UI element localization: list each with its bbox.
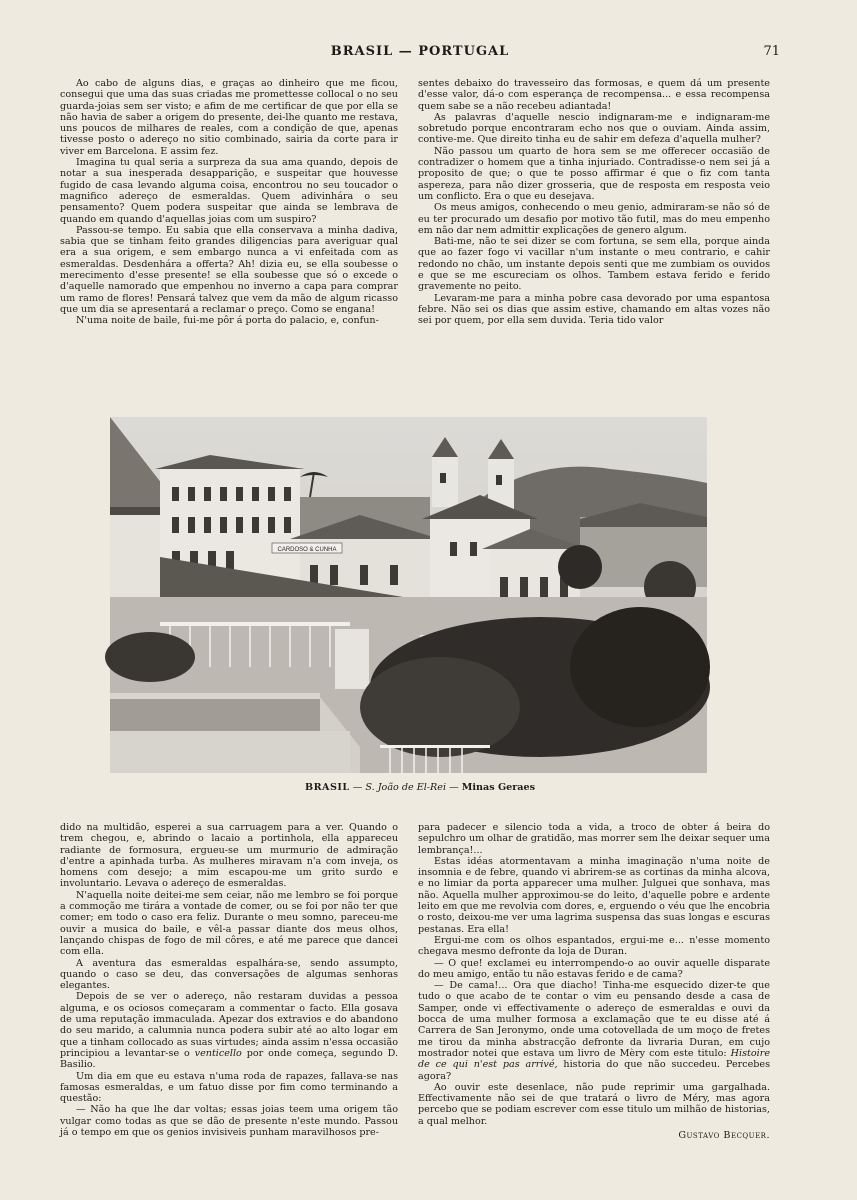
paragraph: N'aquella noite deitei-me sem ceiar, não me lembro se foi porque a commoção me tirára a vontade de comer, ou se foi por não ter que comer; em todo o caso era feliz. Durante o meu somno, pareceu-me ouvir a musica do baile, e vêl-a passar diante dos meus olhos, lançando chispas de fogo de mil côres, e até me parece que dancei com ella. bbox=[60, 889, 398, 958]
photo-caption bbox=[60, 782, 780, 793]
paragraph: Levaram-me para a minha pobre casa devorado por uma espantosa febre. Não sei os dias que assim estive, chamando em altas vozes não sei por quem, por ella sem duvida. Teria tido valor bbox=[418, 292, 770, 327]
town-photograph bbox=[110, 417, 707, 773]
running-title: BRASIL — PORTUGAL bbox=[330, 44, 510, 59]
paragraph: — Não ha que lhe dar voltas; essas joias teem uma origem tão vulgar como todas as que se dão de presente n'este mundo. Passou já o tempo em que os genios invisiveis punham maravilhosos pre- bbox=[60, 1104, 398, 1139]
caption-place: S. João de El-Rei bbox=[365, 782, 447, 793]
paragraph: Imagina tu qual seria a surpreza da sua ama quando, depois de notar a sua inesperada desapparição, e suspeitar que houvesse fugido de casa levando alguma coisa, encontrou no seu toucador o magnifico adereço de esmeraldas. Quem adivinhára o seu pensamento? Quem podera suspeitar que ainda se lembrava de quando em quando d'aquellas joias com um suspiro? bbox=[60, 157, 398, 225]
text-run: — De cama!... Ora que diacho! Tinha-me esquecido dizer-te que tudo o que acabo de te contar o vim eu pensando desde a casa de Samper, onde vi effectivamente o adereço de esmeraldas e ouvi da bocca de uma mulher formosa a exclamação que te eu disse até á Carrera de San Jeronymo, onde uma cotovellada de um moço de fretes me tirou da minha abstracção defronte da livraria Duran, em cujo mostrador notei que estava um livro de Mèry com este titulo: bbox=[418, 980, 770, 1059]
paragraph: para padecer e silencio toda a vida, a troco de obter á beira do sepulchro um olhar de gratidão, mas morrer sem lhe deixar sequer uma lembrança!... bbox=[418, 822, 770, 856]
paragraph: N'uma noite de baile, fui-me pôr á porta do palacio, e, confun- bbox=[76, 315, 379, 327]
paragraph: Estas idéas atormentavam a minha imaginação n'uma noite de insomnia e de febre, quando vi abrirem-se as cortinas da minha alcova, e no limiar da porta apparecer uma mulher. Julguei que sonhava, mas não. Aquella mulher approximou-se do leito, d'aquelle pobre e ardente leito em que me revolvia com dores, e, erguendo o véu que lhe encobria o rosto, deixou-me ver uma lagrima suspensa das suas longas e escuras pestanas. Era ella! bbox=[418, 855, 770, 935]
page-number: 71 bbox=[763, 44, 780, 59]
paragraph: Ao cabo de alguns dias, e graças ao dinheiro que me ficou, consegui que uma das suas criadas me promettesse collocal o no seu guarda-joias sem ser visto; e afim de me certificar de que por ella se não havia de saber a origem do presente, dei-lhe quanto me restava, uns poucos de milhares de reales, com a condição de que, apenas tivesse posto o adereço no sitio combinado, sairia da corte para ir viver em Barcelona. E assim fez. bbox=[60, 78, 398, 157]
paragraph: dido na multidão, esperei a sua carruagem para a ver. Quando o trem chegou, e, abrindo o lacaio a portinhola, ella appareceu radiante de formosura, ergueu-se um murmurio de admiração d'entre a apinhada turba. As mulheres miravam n'a com inveja, os homens com desejo; a mim escapou-me um grito surdo e involuntario. Levava o adereço de esmeraldas. bbox=[60, 822, 398, 890]
paragraph: A aventura das esmeraldas espalhára-se, sendo assumpto, quando o caso se deu, das conversações de algumas senhoras elegantes. bbox=[60, 957, 398, 992]
column-top-right bbox=[418, 78, 770, 334]
paragraph: sentes debaixo do travesseiro das formosas, e quem dá um presente d'esse valor, dá-o com esperança de recompensa... e essa recompensa quem sabe se a não recebeu adiantada! bbox=[418, 78, 770, 112]
paragraph: Os meus amigos, conhecendo o meu genio, admiraram-se não só de eu ter procurado um desafio por motivo tão futil, mas do meu empenho em não dar nem admittir explicações de genero algum. bbox=[418, 202, 770, 236]
book-title: Histoire de ce qui n'est pas arrivé, bbox=[418, 1047, 770, 1071]
paragraph: Bati-me, não te sei dizer se com fortuna, se sem ella, porque ainda que ao fazer fogo vi vacillar n'um instante o meu contrario, e cahir redondo no chão, um instante depois senti que me zumbiam os ouvidos e que se me escureciam os olhos. Tambem estava ferido e ferido gravemente no peito. bbox=[418, 236, 770, 293]
paragraph: Passou-se tempo. Eu sabia que ella conservava a minha dadiva, sabia que se tinham feito grandes diligencias para averiguar qual era a sua origem, e sem embargo nunca a vi enfeitada com as esmeraldas. Desdenhára a offerta? Ah! dizia eu, se ella soubesse o merecimento d'esse presente! se ella soubesse que só o excede o d'aquelle namorado que empenhou no inverno a capa para comprar um ramo de flores! Pensará talvez que vem da mão de algum ricasso que um dia se apresentará a reclamar o preço. Como se engana! bbox=[60, 224, 398, 315]
paragraph: Ao ouvir este desenlace, não pude reprimir uma gargalhada. Effectivamente não sei de que tratará o livro de Méry, mas agora percebo que se podiam escrever com esse titulo um milhão de historias, a qual melhor. bbox=[418, 1081, 770, 1127]
paragraph: Não passou um quarto de hora sem se me offerecer occasião de contradizer o homem que a tinha injuriado. Contradisse-o nem sei já a proposito de que; o que te posso affirmar é que o fiz com tanta aspereza, para não dizer grosseria, que de resposta em resposta veio um conflicto. Era o que eu desejava. bbox=[418, 145, 770, 202]
paragraph bbox=[60, 991, 398, 1070]
column-bottom-right bbox=[418, 822, 770, 1142]
italic-word: venticello bbox=[194, 1047, 242, 1059]
shop-sign: CARDOSO & CUNHA bbox=[277, 547, 337, 553]
text-run: por onde começa, segundo D. Basilio. bbox=[60, 1047, 398, 1071]
text-run: historia do que não succedeu. Percebes agora? bbox=[418, 1059, 770, 1082]
caption-country: BRASIL bbox=[304, 782, 350, 793]
author-signature: Gustavo Becquer. bbox=[678, 1130, 770, 1142]
paragraph: As palavras d'aquelle nescio indignaram-me e indignaram-me sobretudo porque encontraram echo nos que o ouviam. Ainda assim, contive-me. Que direito tinha eu de sahir em defeza d'aquella mulher? bbox=[418, 111, 770, 146]
text-run: Depois de se ver o adereço, não restaram duvidas a pessoa alguma, e os ociosos começaram a commentar o facto. Ella gosava de uma reputação immaculada. Apezar dos extravios e do abandono do seu marido, a calumnia nunca podera subir até ao alto logar em que a tinham collocado as suas virtudes; ainda assim n'essa occasião principiou a levantar-se o bbox=[60, 991, 398, 1059]
column-bottom-left bbox=[60, 822, 398, 1139]
paragraph: Um dia em que eu estava n'uma roda de rapazes, fallava-se nas famosas esmeraldas, e um fatuo disse por fim como terminando a questão: bbox=[60, 1070, 398, 1105]
caption-region: Minas Geraes bbox=[461, 782, 536, 793]
caption-dash: — bbox=[449, 782, 462, 793]
caption-dash: — bbox=[352, 782, 366, 793]
page-header bbox=[60, 44, 780, 64]
paragraph: Ergui-me com os olhos espantados, ergui-me e... n'esse momento chegava mesmo defronte da loja de Duran. bbox=[418, 934, 770, 958]
paragraph bbox=[418, 980, 770, 1082]
paragraph: — O que! exclamei eu interrompendo-o ao ouvir aquelle disparate do meu amigo, então tu não estavas ferido e de cama? bbox=[418, 957, 770, 980]
column-top-left bbox=[60, 78, 398, 334]
